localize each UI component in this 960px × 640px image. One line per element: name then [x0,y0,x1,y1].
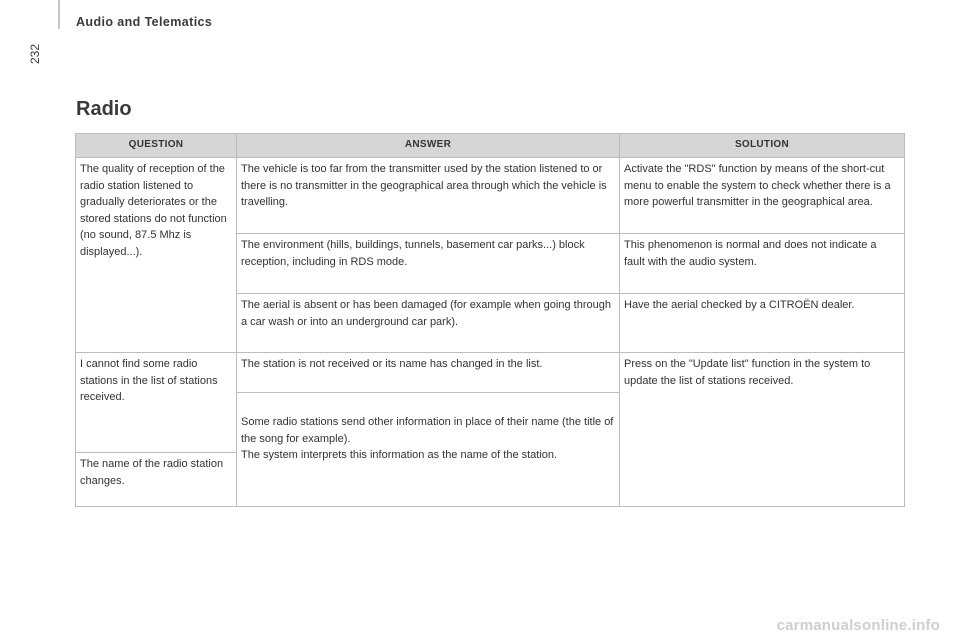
question-cell: The name of the radio station changes. [76,453,237,507]
chapter-title: Audio and Telematics [76,15,213,29]
section-title: Radio [76,98,132,120]
solution-cell: Activate the "RDS" function by means of the short-cut menu to enable the system to check whether there is a more powerful transmitter in the geographical area. [620,158,905,234]
solution-cell: This phenomenon is normal and does not indicate a fault with the audio system. [620,234,905,294]
answer-cell: Some radio stations send other information in place of their name (the title of the song for example). The system interprets this information as the name of the station. [237,393,620,507]
page-number: 232 [28,43,42,64]
column-header-answer: ANSWER [237,134,620,158]
column-header-solution: SOLUTION [620,134,905,158]
column-header-question: QUESTION [76,134,237,158]
watermark: carmanualsonline.info [776,617,940,634]
answer-cell: The environment (hills, buildings, tunnels, basement car parks...) block reception, including in RDS mode. [237,234,620,294]
table-row [76,158,905,234]
answer-cell: The station is not received or its name has changed in the list. [237,353,620,393]
table-header-row [76,134,905,158]
troubleshooting-table [75,133,905,507]
table-row [76,353,905,393]
question-cell: I cannot find some radio stations in the list of stations received. [76,353,237,453]
header-divider [58,0,60,29]
solution-cell: Press on the "Update list" function in the system to update the list of stations received. [620,353,905,507]
answer-cell: The vehicle is too far from the transmitter used by the station listened to or there is no transmitter in the geographical area through which the vehicle is travelling. [237,158,620,234]
answer-cell: The aerial is absent or has been damaged (for example when going through a car wash or into an underground car park). [237,294,620,353]
question-cell: The quality of reception of the radio station listened to gradually deteriorates or the stored stations do not function (no sound, 87.5 Mhz is displayed...). [76,158,237,353]
solution-cell: Have the aerial checked by a CITROËN dealer. [620,294,905,353]
